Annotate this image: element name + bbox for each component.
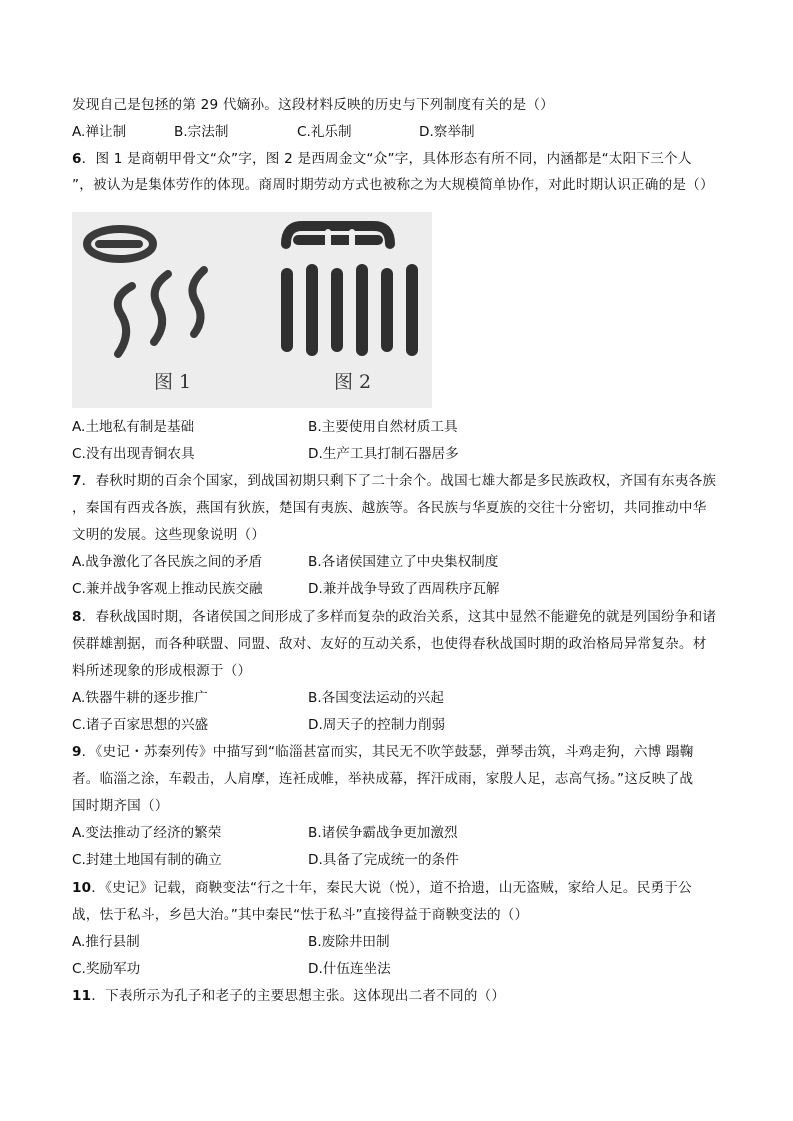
q10-option-a[interactable]: A.推行县制 xyxy=(72,934,140,950)
oracle-bone-zhong-glyph xyxy=(87,229,204,354)
q9-option-b[interactable]: B.诸侯争霸战争更加激烈 xyxy=(308,825,458,841)
q8-option-c[interactable]: C.诸子百家思想的兴盛 xyxy=(72,717,209,733)
q9-option-a[interactable]: A.变法推动了经济的繁荣 xyxy=(72,825,222,841)
question-6-line-2: ”，被认为是集体劳作的体现。商周时期劳动方式也被称之为大规模简单协作，对此时期认识正确的是（） xyxy=(72,177,714,193)
question-10-line-2: 战，怯于私斗，乡邑大治。”其中秦民“怯于私斗”直接得益于商鞅变法的（） xyxy=(72,907,529,923)
question-8-line-2: 侯群雄割据，而各种联盟、同盟、敌对、友好的互动关系，也使得春秋战国时期的政治格局异常复杂。材 xyxy=(72,636,707,652)
question-11-line-1: 11．下表所示为孔子和老子的主要思想主张。这体现出二者不同的（） xyxy=(72,988,506,1004)
oracle-bronze-script-figure xyxy=(72,212,432,408)
question-7-line-3: 文明的发展。这些现象说明（） xyxy=(72,527,266,543)
question-5-text: 发现自己是包拯的第 29 代嫡孙。这段材料反映的历史与下列制度有关的是（） xyxy=(72,97,554,113)
q6-option-d[interactable]: D.生产工具打制石器居多 xyxy=(308,446,459,462)
q5-option-d[interactable]: D.察举制 xyxy=(419,124,475,140)
question-6-line-1: 6．图 1 是商朝甲骨文“众”字，图 2 是西周金文“众”字，具体形态有所不同，内涵都是“太阳下三个人 xyxy=(72,151,692,167)
q9-option-d[interactable]: D.具备了完成统一的条件 xyxy=(308,852,459,868)
question-9-line-2: 者。临淄之涂，车毂击，人肩摩，连衽成帷，举袂成幕，挥汗成雨，家殷人足，志高气扬。”这反映了战 xyxy=(72,771,694,787)
question-9-number: 9 xyxy=(72,744,82,760)
bronze-zhong-glyph xyxy=(286,226,412,350)
question-9-line-1: 9．《史记・苏秦列传》中描写到“临淄甚富而实，其民无不吹竽鼓瑟，弹琴击筑，斗鸡走狗，六博 蹋鞠 xyxy=(72,744,694,760)
zhong-character-images xyxy=(72,212,432,408)
question-11-number: 11 xyxy=(72,988,92,1004)
question-9-line-3: 国时期齐国（） xyxy=(72,798,169,814)
question-8-line-3: 料所述现象的形成根源于（） xyxy=(72,663,252,679)
q10-option-b[interactable]: B.废除井田制 xyxy=(308,934,390,950)
q5-option-a[interactable]: A.禅让制 xyxy=(72,124,127,140)
question-8-line-1: 8．春秋战国时期，各诸侯国之间形成了多样而复杂的政治关系，这其中显然不能避免的就是列国纷争和诸 xyxy=(72,609,717,625)
question-10-line-1: 10．《史记》记载，商鞅变法“行之十年，秦民大说（悦），道不拾遗，山无盗贼，家给人足。民勇于公 xyxy=(72,880,692,896)
q8-option-a[interactable]: A.铁器牛耕的逐步推广 xyxy=(72,690,208,706)
question-7-number: 7 xyxy=(72,473,82,489)
q8-option-d[interactable]: D.周天子的控制力削弱 xyxy=(308,717,446,733)
q5-option-c[interactable]: C.礼乐制 xyxy=(297,124,352,140)
q7-option-a[interactable]: A.战争激化了各民族之间的矛盾 xyxy=(72,554,263,570)
q10-option-c[interactable]: C.奖励军功 xyxy=(72,961,141,977)
question-6-number: 6 xyxy=(72,151,82,167)
q10-option-d[interactable]: D.什伍连坐法 xyxy=(308,961,391,977)
figure-2-caption: 图 2 xyxy=(334,371,372,393)
q6-option-b[interactable]: B.主要使用自然材质工具 xyxy=(308,419,458,435)
q6-option-a[interactable]: A.土地私有制是基础 xyxy=(72,419,195,435)
question-7-line-1: 7．春秋时期的百余个国家，到战国初期只剩下了二十余个。战国七雄大都是多民族政权，齐国有东夷各族 xyxy=(72,473,717,489)
q8-option-b[interactable]: B.各国变法运动的兴起 xyxy=(308,690,444,706)
q9-option-c[interactable]: C.封建土地国有制的确立 xyxy=(72,852,222,868)
q7-option-c[interactable]: C.兼并战争客观上推动民族交融 xyxy=(72,581,263,597)
figure-1-caption: 图 1 xyxy=(154,371,192,393)
q5-option-b[interactable]: B.宗法制 xyxy=(174,124,229,140)
question-8-number: 8 xyxy=(72,609,82,625)
q7-option-d[interactable]: D.兼并战争导致了西周秩序瓦解 xyxy=(308,581,500,597)
question-7-line-2: ，秦国有西戎各族，燕国有狄族，楚国有夷族、越族等。各民族与华夏族的交往十分密切，共同推动中华 xyxy=(72,500,707,516)
q7-option-b[interactable]: B.各诸侯国建立了中央集权制度 xyxy=(308,554,499,570)
q6-option-c[interactable]: C.没有出现青铜农具 xyxy=(72,446,195,462)
question-10-number: 10 xyxy=(72,880,92,896)
